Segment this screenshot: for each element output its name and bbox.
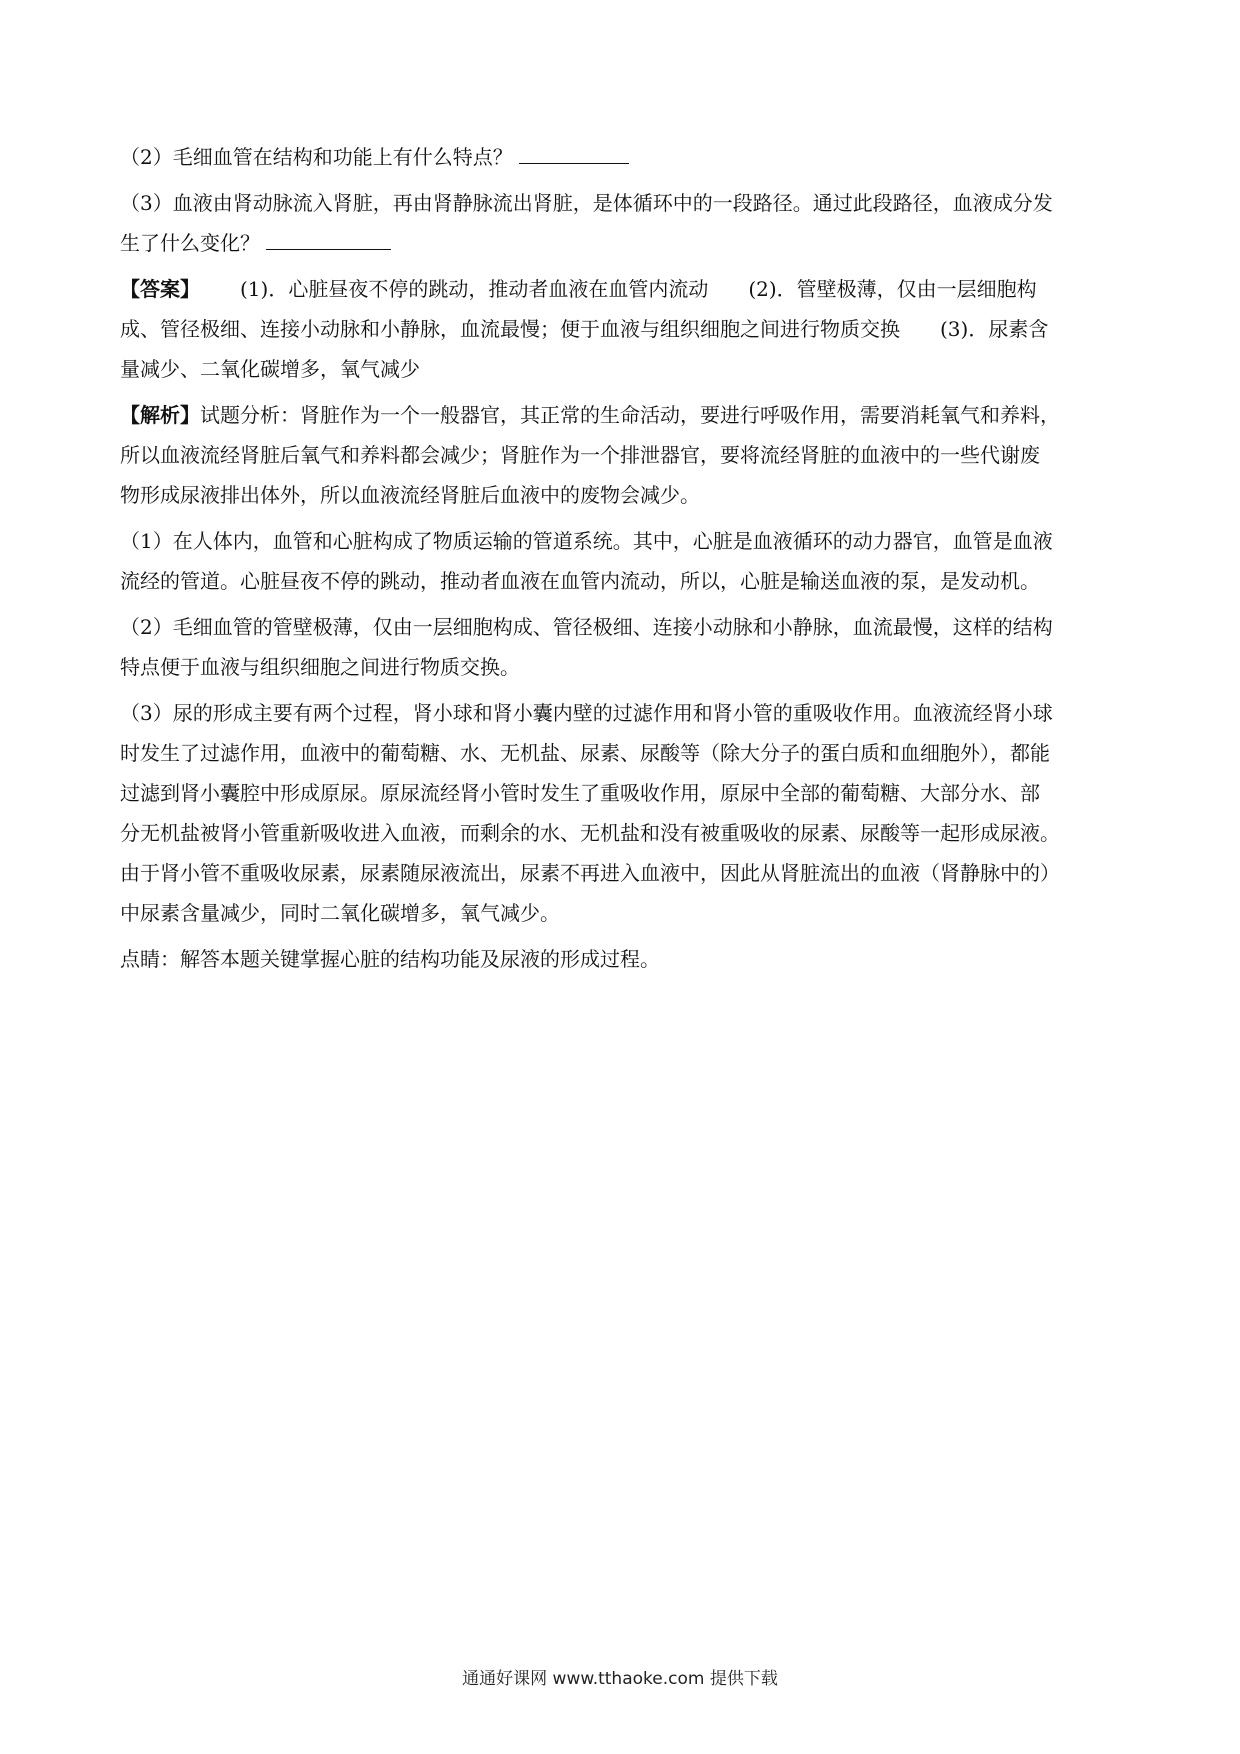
answer-label: 【答案】 bbox=[120, 277, 200, 301]
answer-line-2 bbox=[120, 312, 1130, 346]
analysis-intro-text-1: 试题分析：肾脏作为一个一般器官，其正常的生命活动，要进行呼吸作用，需要消耗氧气和养料， bbox=[200, 403, 1060, 427]
analysis-p1-line-1: （1）在人体内，血管和心脏构成了物质运输的管道系统。其中，心脏是血液循环的动力器官，血管是血液 bbox=[120, 529, 1053, 553]
question-3-line-1: （3）血液由肾动脉流入肾脏，再由肾静脉流出肾脏，是体循环中的一段路径。通过此段路径，血液成分发 bbox=[120, 191, 1053, 215]
analysis-intro-line-2: 所以血液流经肾脏后氧气和养料都会减少；肾脏作为一个排泄器官，要将流经肾脏的血液中的一些代谢废 bbox=[120, 443, 1040, 467]
question-3-line-2 bbox=[120, 226, 1130, 260]
analysis-p3-line-3: 过滤到肾小囊腔中形成原尿。原尿流经肾小管时发生了重吸收作用，原尿中全部的葡萄糖、大部分水、部 bbox=[120, 781, 1040, 805]
analysis-p3-line-6: 中尿素含量减少，同时二氧化碳增多，氧气减少。 bbox=[120, 901, 560, 925]
question-3-line-2-text: 生了什么变化？ bbox=[120, 231, 260, 255]
question-2-text: （2）毛细血管在结构和功能上有什么特点？ bbox=[120, 145, 513, 169]
answer-blank-q3 bbox=[266, 229, 391, 250]
document-body bbox=[120, 140, 1130, 976]
answer-3-text-start: (3)．尿素含 bbox=[940, 317, 1049, 341]
question-2 bbox=[120, 140, 1130, 174]
page-footer: 通通好课网 www.tthaoke.com 提供下载 bbox=[462, 1669, 778, 1689]
answer-1-text: (1)．心脏昼夜不停的跳动，推动者血液在血管内流动 bbox=[240, 277, 709, 301]
answer-line-1 bbox=[120, 272, 1130, 306]
answer-2-text-end: 成、管径极细、连接小动脉和小静脉，血流最慢；便于血液与组织细胞之间进行物质交换 bbox=[120, 317, 900, 341]
answer-blank-q2 bbox=[519, 143, 629, 164]
analysis-p3-line-5: 由于肾小管不重吸收尿素，尿素随尿液流出，尿素不再进入血液中，因此从肾脏流出的血液（肾静脉中的） bbox=[120, 861, 1060, 885]
answer-line-3: 量减少、二氧化碳增多，氧气减少 bbox=[120, 357, 420, 381]
analysis-tip: 点睛：解答本题关键掌握心脏的结构功能及尿液的形成过程。 bbox=[120, 947, 660, 971]
analysis-p3-line-2: 时发生了过滤作用，血液中的葡萄糖、水、无机盐、尿素、尿酸等（除大分子的蛋白质和血细胞外），都能 bbox=[120, 741, 1050, 765]
analysis-p3-line-4: 分无机盐被肾小管重新吸收进入血液，而剩余的水、无机盐和没有被重吸收的尿素、尿酸等一起形成尿液。 bbox=[120, 821, 1060, 845]
analysis-intro-line-1 bbox=[120, 398, 1130, 432]
answer-2-text-start: (2)．管壁极薄，仅由一层细胞构 bbox=[748, 277, 1037, 301]
analysis-label: 【解析】 bbox=[120, 403, 200, 427]
analysis-intro-line-3: 物形成尿液排出体外，所以血液流经肾脏后血液中的废物会减少。 bbox=[120, 483, 700, 507]
analysis-p2-line-2: 特点便于血液与组织细胞之间进行物质交换。 bbox=[120, 655, 520, 679]
analysis-p3-line-1: （3）尿的形成主要有两个过程，肾小球和肾小囊内壁的过滤作用和肾小管的重吸收作用。血液流经肾小球 bbox=[120, 701, 1053, 725]
analysis-p1-line-2: 流经的管道。心脏昼夜不停的跳动，推动者血液在血管内流动，所以，心脏是输送血液的泵，是发动机。 bbox=[120, 569, 1040, 593]
analysis-p2-line-1: （2）毛细血管的管壁极薄，仅由一层细胞构成、管径极细、连接小动脉和小静脉，血流最慢，这样的结构 bbox=[120, 615, 1053, 639]
